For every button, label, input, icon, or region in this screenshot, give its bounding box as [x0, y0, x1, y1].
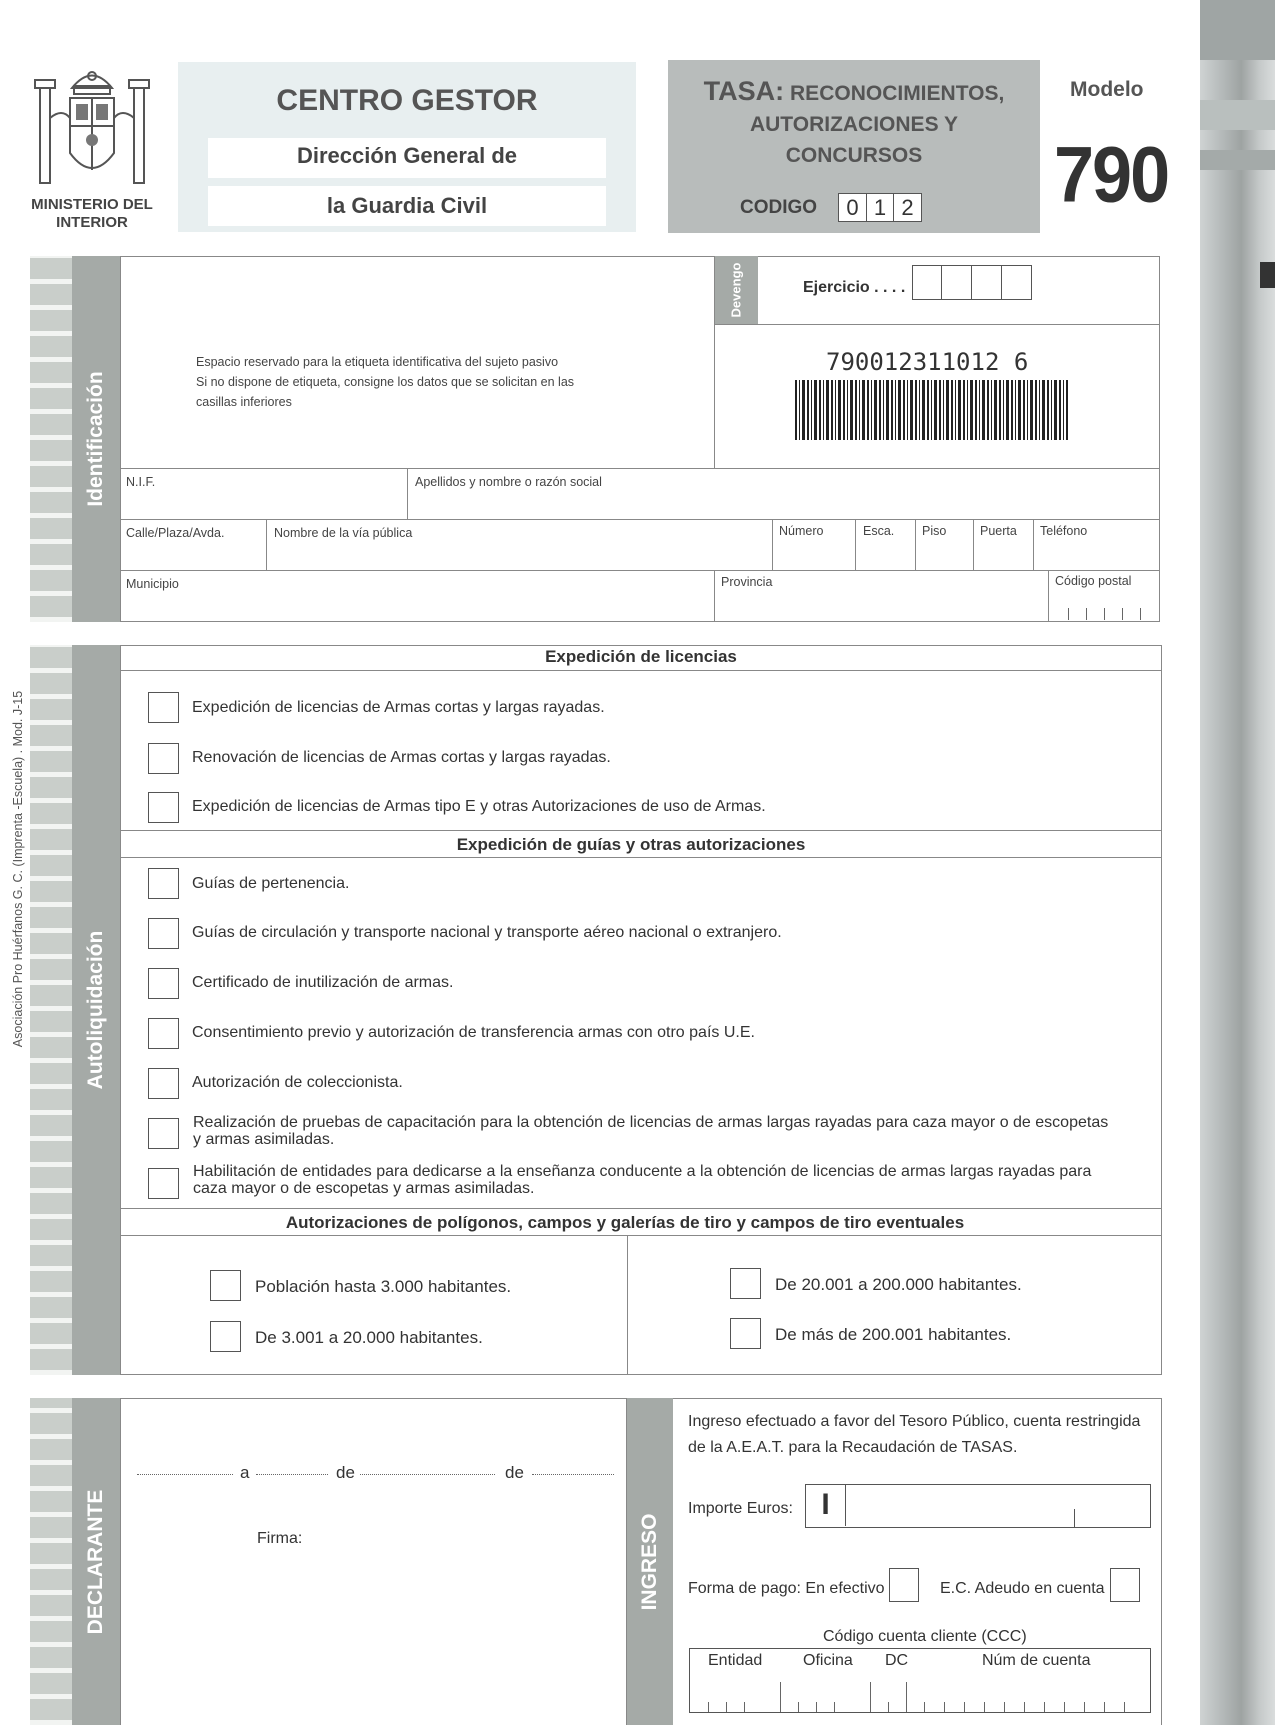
label-note-line-3: casillas inferiores: [196, 395, 292, 409]
scanner-edge: [1200, 0, 1275, 1725]
devengo-sidebar: [714, 256, 758, 324]
tasa-prefix: TASA:: [703, 76, 785, 106]
municipio-label: Municipio: [126, 577, 179, 591]
ingreso-text-line: Ingreso efectuado a favor del Tesoro Público, cuenta restringida: [688, 1413, 1141, 1430]
licencia-checkbox[interactable]: [148, 792, 179, 823]
apellidos-label: Apellidos y nombre o razón social: [415, 475, 602, 489]
identificacion-label: Identificación: [84, 371, 107, 507]
barcode-number: 790012311012 6: [826, 348, 1029, 376]
poligono-item: De más de 200.001 habitantes.: [775, 1325, 1012, 1344]
tasa-line-3: CONCURSOS: [785, 144, 923, 167]
poligonos-title: Autorizaciones de polígonos, campos y galerías de tiro y campos de tiro eventuales: [285, 1213, 965, 1232]
decorative-strip: [30, 645, 72, 1375]
guia-item: Guías de circulación y transporte nacional y transporte aéreo nacional o extranjero.: [192, 924, 782, 941]
esca-label: Esca.: [863, 524, 895, 538]
licencia-item: Renovación de licencias de Armas cortas y largas rayadas.: [192, 749, 611, 766]
autoliquidacion-sidebar: [72, 645, 120, 1375]
guia-item: [193, 1163, 1091, 1197]
piso-label: Piso: [922, 524, 947, 538]
tasa-line-1: RECONOCIMIENTOS,: [790, 82, 1005, 105]
ccc-field[interactable]: [692, 1672, 1148, 1712]
municipio-field[interactable]: [126, 590, 710, 618]
declarante-sidebar: [72, 1398, 120, 1725]
licencia-item: Expedición de licencias de Armas cortas y largas rayadas.: [192, 699, 605, 716]
declarante-label: DECLARANTE: [84, 1489, 107, 1634]
centro-gestor-title: CENTRO GESTOR: [276, 84, 538, 117]
licencias-title: Expedición de licencias: [545, 647, 737, 666]
nombre-via-label: Nombre de la vía pública: [274, 526, 413, 540]
date-de-label-1: de: [336, 1463, 355, 1482]
date-de-label-2: de: [505, 1463, 524, 1482]
licencia-item: Expedición de licencias de Armas tipo E y otras Autorizaciones de uso de Armas.: [192, 798, 766, 815]
guia-checkbox[interactable]: [148, 1018, 179, 1049]
date-day-field[interactable]: [256, 1474, 328, 1475]
adeudo-checkbox[interactable]: [1110, 1568, 1140, 1602]
guia-checkbox[interactable]: [148, 868, 179, 899]
centro-gestor-line-2: la Guardia Civil: [326, 193, 488, 218]
ministry-name: [22, 196, 162, 232]
label-note: [196, 352, 574, 412]
firma-label: Firma:: [257, 1530, 303, 1547]
modelo-label: Modelo: [1070, 78, 1144, 101]
forma-pago-label: Forma de pago: En efectivo: [688, 1580, 885, 1597]
decorative-strip: [30, 256, 72, 622]
codigo-postal-label: Código postal: [1055, 574, 1132, 588]
codigo-boxes: [838, 193, 921, 222]
autoliquidacion-label: Autoliquidación: [84, 930, 107, 1090]
guia-item: Consentimiento previo y autorización de transferencia armas con otro país U.E.: [192, 1024, 755, 1041]
guia-checkbox[interactable]: [148, 1068, 179, 1099]
guia-item: Guías de pertenencia.: [192, 875, 350, 892]
ccc-cuenta-label: Núm de cuenta: [982, 1652, 1091, 1669]
label-note-line-2: Si no dispone de etiqueta, consigne los datos que se solicitan en las: [196, 375, 575, 389]
ingreso-sidebar: [627, 1398, 673, 1725]
poligono-item: De 20.001 a 200.000 habitantes.: [775, 1275, 1022, 1294]
ingreso-text: [688, 1409, 1140, 1461]
ejercicio-field[interactable]: [912, 265, 1032, 300]
coat-of-arms-icon: [32, 58, 152, 193]
importe-field[interactable]: [805, 1484, 1151, 1528]
nombre-via-field[interactable]: [272, 540, 768, 568]
guia-item-line: Habilitación de entidades para dedicarse a la enseñanza conducente a la obtención de licencias de armas largas rayadas para: [193, 1163, 1092, 1180]
tasa-line-2: AUTORIZACIONES Y: [749, 113, 959, 136]
barcode: [795, 380, 1068, 440]
apellidos-field[interactable]: [412, 490, 1157, 518]
nif-label: N.I.F.: [126, 475, 156, 489]
centro-gestor-line-1: Dirección General de: [296, 143, 518, 168]
puerta-label: Puerta: [980, 524, 1017, 538]
guia-checkbox[interactable]: [148, 1118, 179, 1149]
efectivo-checkbox[interactable]: [889, 1568, 919, 1602]
ministry-line-1: MINISTERIO DEL: [31, 196, 153, 213]
codigo-digit: 2: [893, 193, 922, 222]
modelo-number: 790: [1054, 131, 1169, 220]
poligono-checkbox[interactable]: [730, 1268, 761, 1299]
guia-item: Certificado de inutilización de armas.: [192, 974, 454, 991]
ccc-oficina-label: Oficina: [803, 1652, 853, 1669]
guia-item: Autorización de coleccionista.: [192, 1074, 403, 1091]
nif-field[interactable]: [126, 490, 404, 518]
poligono-item: De 3.001 a 20.000 habitantes.: [255, 1328, 483, 1347]
provincia-field[interactable]: [720, 590, 1044, 618]
calle-label: Calle/Plaza/Avda.: [126, 526, 225, 540]
codigo-label: CODIGO: [740, 197, 818, 218]
poligono-item: Población hasta 3.000 habitantes.: [255, 1277, 512, 1296]
ccc-label: Código cuenta cliente (CCC): [815, 1628, 1035, 1646]
codigo-digit: 1: [866, 193, 895, 222]
guia-item-line: caza mayor o de escopetas y armas asimiladas.: [193, 1180, 535, 1197]
guia-checkbox[interactable]: [148, 1168, 179, 1199]
ccc-dc-label: DC: [885, 1652, 909, 1669]
provincia-label: Provincia: [721, 575, 773, 589]
codigo-postal-field[interactable]: [1050, 598, 1155, 620]
guias-title: Expedición de guías y otras autorizaciones: [456, 835, 806, 854]
identificacion-sidebar: [72, 256, 120, 622]
printer-imprint: Asociación Pro Huérfanos G. C. (Imprenta -Escuela) . Mod. J-15: [11, 690, 25, 1048]
guia-checkbox[interactable]: [148, 968, 179, 999]
label-note-line-1: Espacio reservado para la etiqueta identificativa del sujeto pasivo: [196, 355, 559, 369]
importe-label: Importe Euros:: [688, 1500, 793, 1517]
poligono-checkbox[interactable]: [210, 1270, 241, 1301]
ministry-line-2: INTERIOR: [56, 214, 128, 231]
guia-item-line: y armas asimiladas.: [193, 1131, 335, 1148]
date-month-field[interactable]: [360, 1474, 495, 1475]
guia-item: [193, 1114, 1108, 1148]
date-a-label: a: [240, 1463, 250, 1482]
numero-label: Número: [779, 524, 824, 538]
licencia-checkbox[interactable]: [148, 692, 179, 723]
devengo-label: Devengo: [728, 262, 744, 318]
ingreso-label: INGRESO: [638, 1513, 661, 1610]
tasa-title: [668, 76, 1040, 171]
importe-prefix: I: [806, 1485, 846, 1526]
ingreso-text-line: de la A.E.A.T. para la Recaudación de TASAS.: [688, 1439, 1018, 1456]
poligono-checkbox[interactable]: [210, 1321, 241, 1352]
adeudo-label: E.C. Adeudo en cuenta: [940, 1580, 1105, 1597]
licencia-checkbox[interactable]: [148, 743, 179, 774]
guia-checkbox[interactable]: [148, 918, 179, 949]
date-year-field[interactable]: [532, 1474, 614, 1475]
decorative-strip: [30, 1398, 72, 1725]
codigo-digit: 0: [838, 193, 867, 222]
guia-item-line: Realización de pruebas de capacitación para la obtención de licencias de armas largas rayadas para caza mayor o de escopetas: [193, 1114, 1109, 1131]
telefono-label: Teléfono: [1040, 524, 1088, 538]
ccc-entidad-label: Entidad: [708, 1652, 763, 1669]
ejercicio-label: Ejercicio . . . .: [803, 279, 906, 296]
firma-area[interactable]: [140, 1560, 610, 1710]
poligono-checkbox[interactable]: [730, 1318, 761, 1349]
